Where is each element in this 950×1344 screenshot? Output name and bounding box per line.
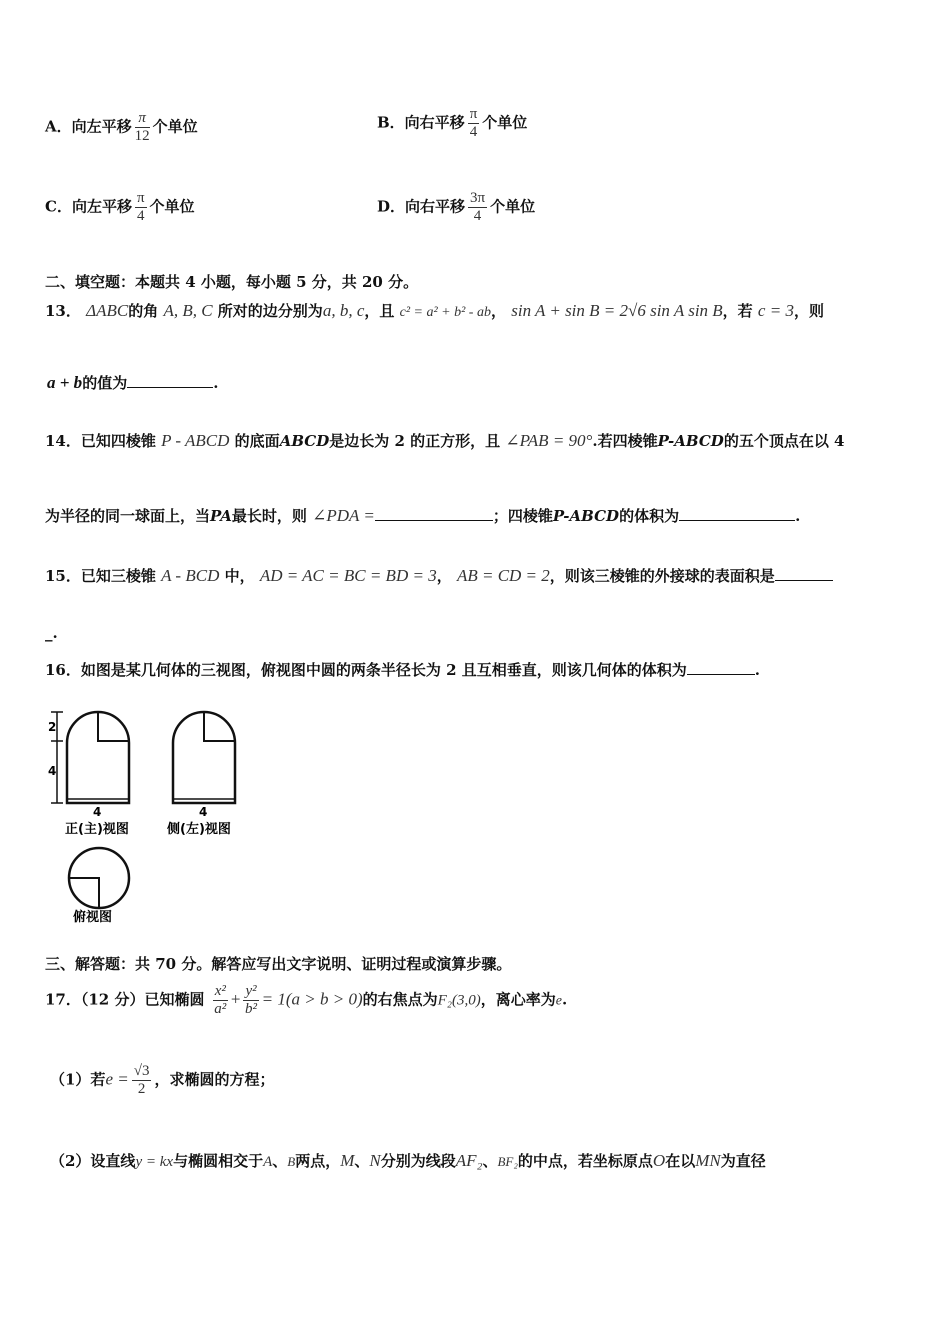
section-2-heading: 二、填空题：本题共 4 小题，每小题 5 分，共 20 分。 [45, 273, 419, 291]
answer-blank-14a[interactable] [375, 506, 493, 521]
answer-blank-14b[interactable] [679, 506, 795, 521]
dim-4-vertical: 4 [48, 764, 57, 778]
question-15: 15．已知三棱锥 A - BCD 中， AD = AC = BC = BD = 3， AB = CD = 2，则该三棱锥的外接球的表面积是 [45, 565, 833, 586]
front-view-label: 正(主)视图 [65, 822, 129, 837]
dim-2: 2 [48, 720, 57, 734]
option-b: B．向右平移 $\frac{\pi}{4}$ 个单位 [377, 106, 528, 140]
side-view-label: 侧(左)视图 [167, 822, 231, 837]
option-d: D．向右平移 $\frac{3\pi}{4}$ 个单位 [377, 190, 536, 224]
option-c: C．向左平移 $\frac{\pi}{4}$ 个单位 [45, 190, 195, 224]
side-view [173, 712, 235, 803]
question-13: 13． ΔABC的角 A, B, C 所对的边分别为a, b, c，且 c² = a² + b² - ab， sin A + sin B = 2√6 sin A sin B，若 c = 3，则 [45, 301, 824, 320]
question-13-cont: a + b的值为 . [47, 373, 219, 392]
top-view-label: 俯视图 [73, 910, 113, 925]
section-3-heading: 三、解答题：共 70 分。解答应写出文字说明、证明过程或演算步骤。 [45, 955, 512, 973]
question-17-part-1: （1）若e = $\frac{√3}{2}$ ，求椭圆的方程； [50, 1063, 275, 1097]
question-17: 17．（12 分）已知椭圆 $\frac{\text{x²}}{\text{a²}}$ + $\frac{\text{y²}}{\text{b²}}$ = 1(a > b > 0)的右焦点为F₂(3,0)，离心率为e. [45, 983, 568, 1017]
dim-4-side: 4 [199, 805, 208, 819]
question-14: 14．已知四棱锥 P - ABCD 的底面ABCD是边长为 2 的正方形，且 ∠PAB = 90°.若四棱锥P-ABCD的五个顶点在以 4 [45, 431, 845, 450]
option-a: A．向左平移 $\frac{\pi}{12}$ 个单位 [45, 110, 198, 144]
front-view [51, 712, 129, 803]
answer-blank-13[interactable] [127, 373, 213, 388]
answer-blank-16[interactable] [687, 660, 755, 675]
answer-blank-15[interactable] [775, 566, 833, 581]
question-16: 16．如图是某几何体的三视图，俯视图中圆的两条半径长为 2 且互相垂直，则该几何体的体积为 . [45, 661, 760, 679]
dim-4-horizontal: 4 [93, 805, 102, 819]
question-14-cont: 为半径的同一球面上，当PA最长时，则 ∠PDA = ；四棱锥P-ABCD的体积为 . [45, 506, 801, 525]
question-17-part-2: （2）设直线y = kx与椭圆相交于A、B两点，M、N分别为线段AF₂、BF₂的中点，若坐标原点O在以MN为直径 [50, 1151, 766, 1170]
top-view [69, 848, 129, 908]
question-15-cont: _. [45, 624, 58, 642]
three-view-figure [45, 705, 255, 930]
